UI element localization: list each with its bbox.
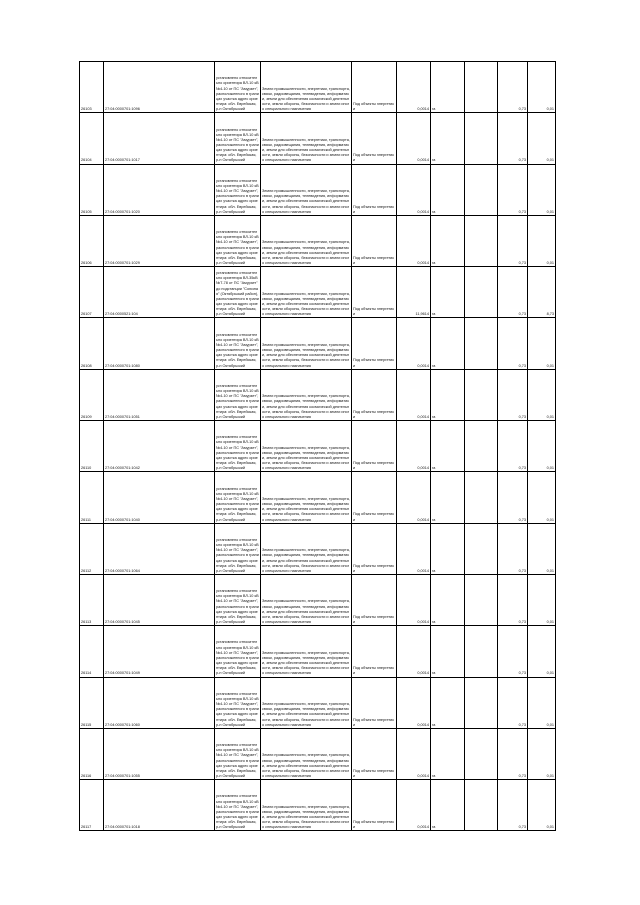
total-amount: 8,73	[528, 267, 556, 318]
plot-area: 0,0014	[397, 62, 431, 113]
land-category: Земли промышленности, энергетики, транспорта, связи, радиовещания, телевидения, информатики, земли для обеспечения космической деятельности, земли обороны, безопасности и земли иного специального назначения	[261, 780, 352, 831]
table-row	[80, 267, 556, 318]
empty-cell	[465, 780, 498, 831]
row-number: 26117	[80, 780, 104, 831]
land-category: Земли промышленности, энергетики, транспорта, связи, радиовещания, телевидения, информатики, земли для обеспечения космической деятельности, земли обороны, безопасности и земли иного специального назначения	[261, 113, 352, 164]
plot-area: 0,0014	[397, 626, 431, 677]
empty-cell	[465, 677, 498, 728]
cadastral-number: 27:04:0000701:1045	[104, 574, 215, 625]
row-number: 26104	[80, 113, 104, 164]
plot-area: 0,0014	[397, 113, 431, 164]
permitted-use: Под объекты энергетики	[352, 164, 397, 215]
table-row	[80, 677, 556, 728]
cadastral-number: 27:04:0000701:1020	[104, 164, 215, 215]
unit-price: 0,73	[498, 626, 528, 677]
plot-address: установлено относительно ориентира ВЛ-10 кВ №4-10 от ПС "Амурзет", расположенного в границах участка адрес ориентира: обл. Еврейская, р-н Октябрьский	[215, 574, 261, 625]
plot-address: установлено относительно ориентира ВЛ-10 кВ №4-10 от ПС "Амурзет", расположенного в границах участка адрес ориентира: обл. Еврейская, р-н Октябрьский	[215, 421, 261, 472]
total-amount: 0,01	[528, 677, 556, 728]
table-row	[80, 728, 556, 779]
land-category: Земли промышленности, энергетики, транспорта, связи, радиовещания, телевидения, информатики, земли для обеспечения космической деятельности, земли обороны, безопасности и земли иного специального назначения	[261, 574, 352, 625]
permitted-use: Под объекты энергетики	[352, 728, 397, 779]
cadastral-number: 27:04:0000701:1060	[104, 677, 215, 728]
cadastral-number: 27:04:0000701:1018	[104, 780, 215, 831]
table-row	[80, 780, 556, 831]
table-row	[80, 318, 556, 369]
plot-area: 0,0014	[397, 780, 431, 831]
permitted-use: Под объекты энергетики	[352, 780, 397, 831]
row-number: 26111	[80, 472, 104, 523]
empty-cell	[465, 626, 498, 677]
land-category: Земли промышленности, энергетики, транспорта, связи, радиовещания, телевидения, информатики, земли для обеспечения космической деятельности, земли обороны, безопасности и земли иного специального назначения	[261, 472, 352, 523]
table-row	[80, 421, 556, 472]
cadastral-number: 27:04:0000521:104	[104, 267, 215, 318]
total-amount: 0,01	[528, 728, 556, 779]
plot-area: 0,0014	[397, 728, 431, 779]
area-unit: га	[431, 780, 465, 831]
land-category: Земли промышленности, энергетики, транспорта, связи, радиовещания, телевидения, информатики, земли для обеспечения космической деятельности, земли обороны, безопасности и земли иного специального назначения	[261, 369, 352, 420]
land-category: Земли промышленности, энергетики, транспорта, связи, радиовещания, телевидения, информатики, земли для обеспечения космической деятельности, земли обороны, безопасности и земли иного специального назначения	[261, 421, 352, 472]
row-number: 26114	[80, 626, 104, 677]
land-category: Земли промышленности, энергетики, транспорта, связи, радиовещания, телевидения, информатики, земли для обеспечения космической деятельности, земли обороны, безопасности и земли иного специального назначения	[261, 215, 352, 266]
cadastral-number: 27:04:0000701:1051	[104, 369, 215, 420]
permitted-use: Под объекты энергетики	[352, 113, 397, 164]
cadastral-number: 27:04:0000701:1080	[104, 318, 215, 369]
empty-cell	[465, 574, 498, 625]
area-unit: га	[431, 369, 465, 420]
row-number: 26115	[80, 677, 104, 728]
empty-cell	[465, 164, 498, 215]
plot-area: 0,0014	[397, 574, 431, 625]
plot-area: 0,0014	[397, 677, 431, 728]
area-unit: га	[431, 626, 465, 677]
plot-address: установлено относительно ориентира ВЛ-10 кВ №4-10 от ПС "Амурзет", расположенного в границах участка адрес ориентира: обл. Еврейская, р-н Октябрьский	[215, 728, 261, 779]
empty-cell	[465, 523, 498, 574]
land-plots-table	[79, 61, 556, 831]
total-amount: 0,01	[528, 164, 556, 215]
unit-price: 0,73	[498, 267, 528, 318]
area-unit: га	[431, 267, 465, 318]
row-number: 26112	[80, 523, 104, 574]
total-amount: 0,01	[528, 215, 556, 266]
row-number: 26106	[80, 215, 104, 266]
empty-cell	[465, 62, 498, 113]
plot-area: 0,0014	[397, 318, 431, 369]
row-number: 26103	[80, 62, 104, 113]
plot-area: 0,0014	[397, 472, 431, 523]
row-number: 26107	[80, 267, 104, 318]
row-number: 26116	[80, 728, 104, 779]
plot-address: установлено относительно ориентира ВЛ-10 кВ №4-10 от ПС "Амурзет", расположенного в границах участка адрес ориентира: обл. Еврейская, р-н Октябрьский	[215, 626, 261, 677]
land-category: Земли промышленности, энергетики, транспорта, связи, радиовещания, телевидения, информатики, земли для обеспечения космической деятельности, земли обороны, безопасности и земли иного специального назначения	[261, 626, 352, 677]
row-number: 26113	[80, 574, 104, 625]
plot-address: установлено относительно ориентира ВЛ-35кВ №Т-78 от ПС "Амурзет" до подстанции "Союзная" (Октябрьский район), расположенного в границах участка адрес ориентира: обл. Еврейская, р-н Октябрьский	[215, 267, 261, 318]
land-category: Земли промышленности, энергетики, транспорта, связи, радиовещания, телевидения, информатики, земли для обеспечения космической деятельности, земли обороны, безопасности и земли иного специального назначения	[261, 728, 352, 779]
permitted-use: Под объекты энергетики	[352, 267, 397, 318]
unit-price: 0,73	[498, 728, 528, 779]
cadastral-number: 27:04:0000701:1049	[104, 626, 215, 677]
unit-price: 0,73	[498, 62, 528, 113]
plot-address: установлено относительно ориентира ВЛ-10 кВ №4-10 от ПС "Амурзет", расположенного в границах участка адрес ориентира: обл. Еврейская, р-н Октябрьский	[215, 523, 261, 574]
unit-price: 0,73	[498, 164, 528, 215]
table-row	[80, 164, 556, 215]
table-row	[80, 472, 556, 523]
total-amount: 0,01	[528, 318, 556, 369]
area-unit: га	[431, 574, 465, 625]
plot-address: установлено относительно ориентира ВЛ-10 кВ №4-10 от ПС "Амурзет", расположенного в границах участка адрес ориентира: обл. Еврейская, р-н Октябрьский	[215, 677, 261, 728]
unit-price: 0,73	[498, 523, 528, 574]
total-amount: 0,01	[528, 369, 556, 420]
land-category: Земли промышленности, энергетики, транспорта, связи, радиовещания, телевидения, информатики, земли для обеспечения космической деятельности, земли обороны, безопасности и земли иного специального назначения	[261, 677, 352, 728]
unit-price: 0,73	[498, 318, 528, 369]
unit-price: 0,73	[498, 369, 528, 420]
permitted-use: Под объекты энергетики	[352, 574, 397, 625]
table-row	[80, 369, 556, 420]
area-unit: га	[431, 472, 465, 523]
area-unit: га	[431, 728, 465, 779]
total-amount: 0,01	[528, 113, 556, 164]
unit-price: 0,73	[498, 472, 528, 523]
empty-cell	[465, 728, 498, 779]
total-amount: 0,01	[528, 626, 556, 677]
cadastral-number: 27:04:0000701:1055	[104, 728, 215, 779]
permitted-use: Под объекты энергетики	[352, 523, 397, 574]
cadastral-number: 27:04:0000701:1017	[104, 113, 215, 164]
total-amount: 0,01	[528, 62, 556, 113]
permitted-use: Под объекты энергетики	[352, 626, 397, 677]
plot-address: установлено относительно ориентира ВЛ-10 кВ №4-10 от ПС "Амурзет", расположенного в границах участка адрес ориентира: обл. Еврейская, р-н Октябрьский	[215, 113, 261, 164]
empty-cell	[465, 369, 498, 420]
plot-address: установлено относительно ориентира ВЛ-10 кВ №4-10 от ПС "Амурзет", расположенного в границах участка адрес ориентира: обл. Еврейская, р-н Октябрьский	[215, 62, 261, 113]
permitted-use: Под объекты энергетики	[352, 677, 397, 728]
area-unit: га	[431, 523, 465, 574]
plot-area: 0,0014	[397, 421, 431, 472]
row-number: 26108	[80, 318, 104, 369]
permitted-use: Под объекты энергетики	[352, 318, 397, 369]
area-unit: га	[431, 421, 465, 472]
table-row	[80, 62, 556, 113]
total-amount: 0,01	[528, 421, 556, 472]
land-category: Земли промышленности, энергетики, транспорта, связи, радиовещания, телевидения, информатики, земли для обеспечения космической деятельности, земли обороны, безопасности и земли иного специального назначения	[261, 164, 352, 215]
plot-address: установлено относительно ориентира ВЛ-10 кВ №4-10 от ПС "Амурзет", расположенного в границах участка адрес ориентира: обл. Еврейская, р-н Октябрьский	[215, 164, 261, 215]
land-category: Земли промышленности, энергетики, транспорта, связи, радиовещания, телевидения, информатики, земли для обеспечения космической деятельности, земли обороны, безопасности и земли иного специального назначения	[261, 267, 352, 318]
empty-cell	[465, 267, 498, 318]
land-category: Земли промышленности, энергетики, транспорта, связи, радиовещания, телевидения, информатики, земли для обеспечения космической деятельности, земли обороны, безопасности и земли иного специального назначения	[261, 318, 352, 369]
table-row	[80, 574, 556, 625]
area-unit: га	[431, 164, 465, 215]
plot-address: установлено относительно ориентира ВЛ-10 кВ №4-10 от ПС "Амурзет", расположенного в границах участка адрес ориентира: обл. Еврейская, р-н Октябрьский	[215, 780, 261, 831]
plot-address: установлено относительно ориентира ВЛ-10 кВ №4-10 от ПС "Амурзет", расположенного в границах участка адрес ориентира: обл. Еврейская, р-н Октябрьский	[215, 318, 261, 369]
cadastral-number: 27:04:0000701:1040	[104, 472, 215, 523]
table-row	[80, 523, 556, 574]
area-unit: га	[431, 318, 465, 369]
total-amount: 0,01	[528, 780, 556, 831]
unit-price: 0,73	[498, 421, 528, 472]
total-amount: 0,01	[528, 472, 556, 523]
table-row	[80, 626, 556, 677]
empty-cell	[465, 318, 498, 369]
plot-area: 0,0014	[397, 369, 431, 420]
permitted-use: Под объекты энергетики	[352, 421, 397, 472]
unit-price: 0,73	[498, 113, 528, 164]
empty-cell	[465, 113, 498, 164]
plot-address: установлено относительно ориентира ВЛ-10 кВ №4-10 от ПС "Амурзет", расположенного в границах участка адрес ориентира: обл. Еврейская, р-н Октябрьский	[215, 472, 261, 523]
row-number: 26105	[80, 164, 104, 215]
cadastral-number: 27:04:0000701:1042	[104, 421, 215, 472]
total-amount: 0,01	[528, 574, 556, 625]
plot-area: 0,0014	[397, 215, 431, 266]
permitted-use: Под объекты энергетики	[352, 215, 397, 266]
plot-area: 0,0014	[397, 523, 431, 574]
area-unit: га	[431, 677, 465, 728]
plot-address: установлено относительно ориентира ВЛ-10 кВ №4-10 от ПС "Амурзет", расположенного в границах участка адрес ориентира: обл. Еврейская, р-н Октябрьский	[215, 215, 261, 266]
area-unit: га	[431, 215, 465, 266]
total-amount: 0,01	[528, 523, 556, 574]
empty-cell	[465, 472, 498, 523]
permitted-use: Под объекты энергетики	[352, 369, 397, 420]
table-row	[80, 113, 556, 164]
cadastral-number: 27:04:0000701:1096	[104, 62, 215, 113]
table-row	[80, 215, 556, 266]
plot-area: 11,9614	[397, 267, 431, 318]
row-number: 26109	[80, 369, 104, 420]
unit-price: 0,73	[498, 215, 528, 266]
area-unit: га	[431, 113, 465, 164]
empty-cell	[465, 215, 498, 266]
cadastral-number: 27:04:0000701:1029	[104, 215, 215, 266]
permitted-use: Под объекты энергетики	[352, 472, 397, 523]
land-category: Земли промышленности, энергетики, транспорта, связи, радиовещания, телевидения, информатики, земли для обеспечения космической деятельности, земли обороны, безопасности и земли иного специального назначения	[261, 62, 352, 113]
cadastral-number: 27:04:0000701:1064	[104, 523, 215, 574]
area-unit: га	[431, 62, 465, 113]
plot-area: 0,0014	[397, 164, 431, 215]
unit-price: 0,73	[498, 677, 528, 728]
unit-price: 0,73	[498, 574, 528, 625]
unit-price: 0,73	[498, 780, 528, 831]
land-category: Земли промышленности, энергетики, транспорта, связи, радиовещания, телевидения, информатики, земли для обеспечения космической деятельности, земли обороны, безопасности и земли иного специального назначения	[261, 523, 352, 574]
plot-address: установлено относительно ориентира ВЛ-10 кВ №4-10 от ПС "Амурзет", расположенного в границах участка адрес ориентира: обл. Еврейская, р-н Октябрьский	[215, 369, 261, 420]
empty-cell	[465, 421, 498, 472]
permitted-use: Под объекты энергетики	[352, 62, 397, 113]
row-number: 26110	[80, 421, 104, 472]
